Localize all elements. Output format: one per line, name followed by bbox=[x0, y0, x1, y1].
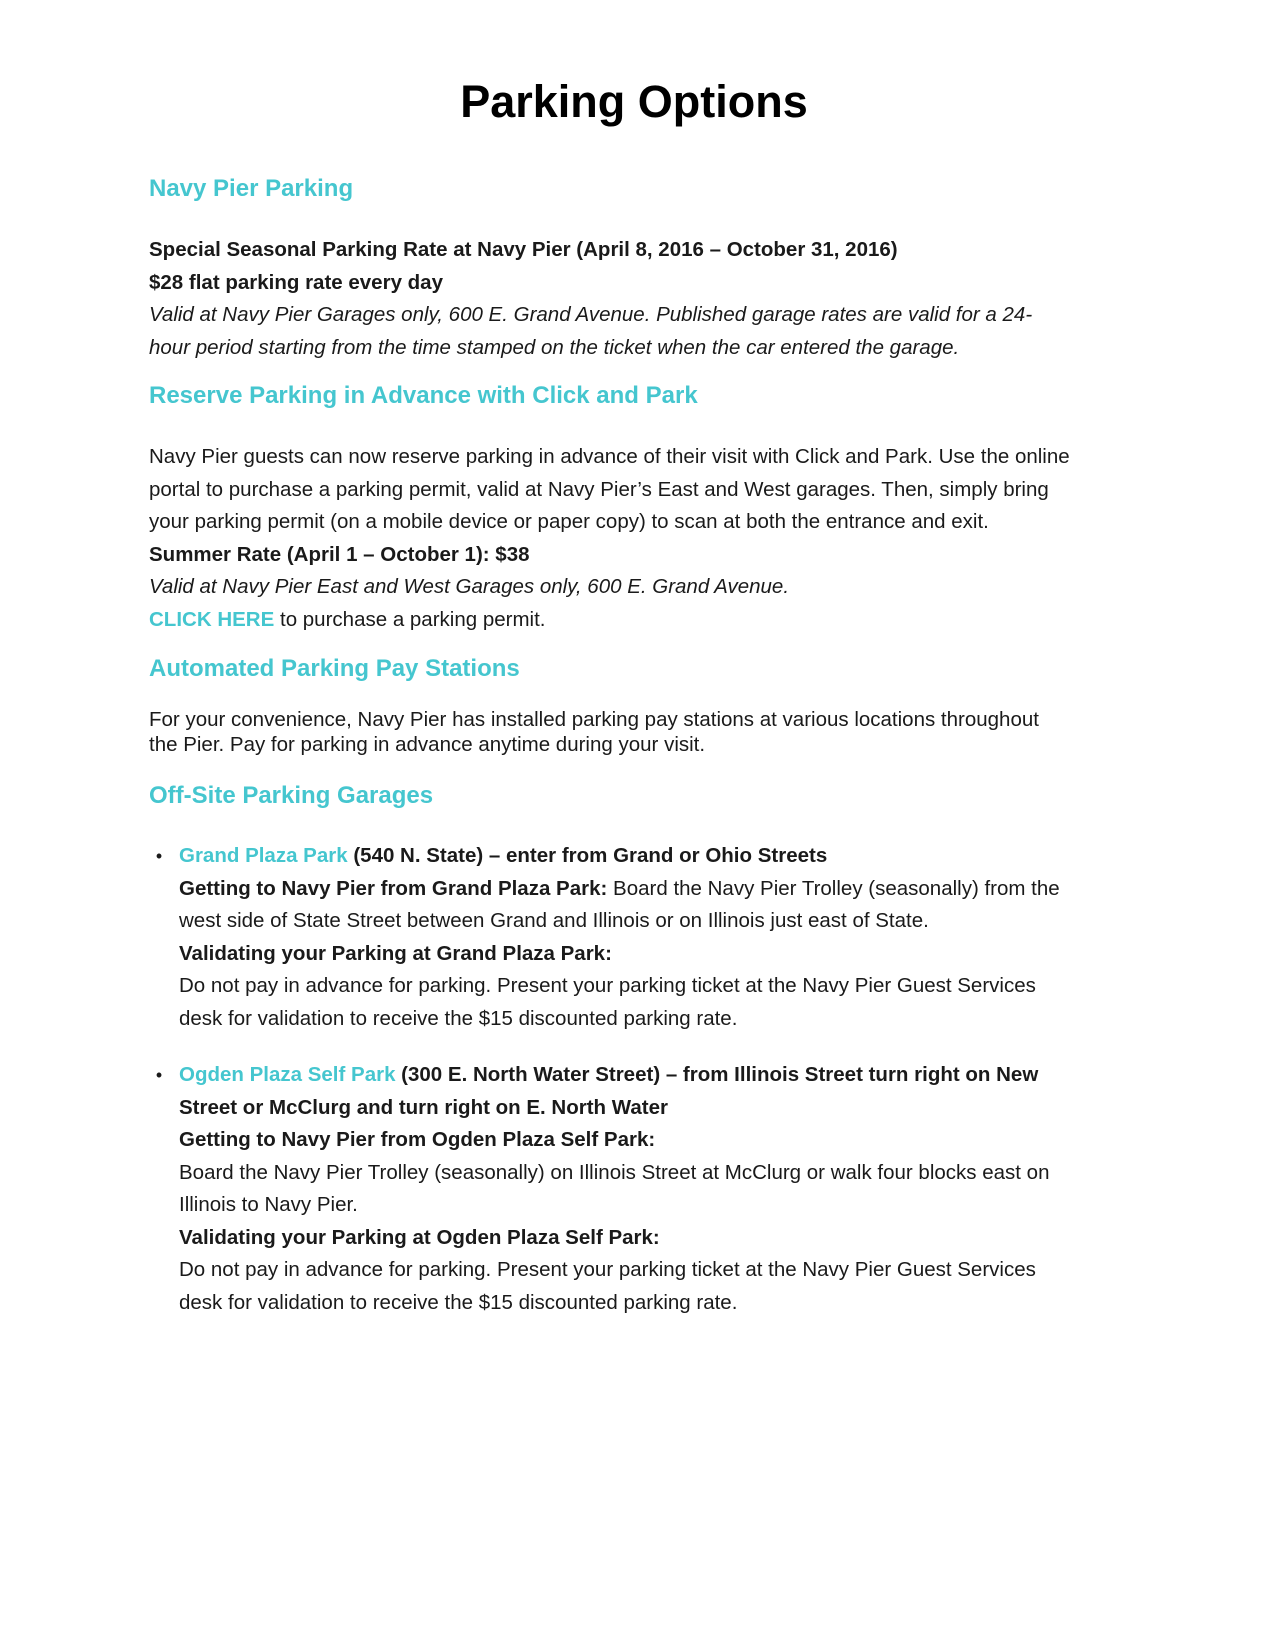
purchase-permit-line bbox=[149, 604, 1139, 637]
automated-pay-stations-heading: Automated Parking Pay Stations bbox=[149, 655, 520, 682]
garage-list-item-grand-plaza bbox=[155, 840, 1139, 1035]
getting-there-label: Getting to Navy Pier from Ogden Plaza Self Park: bbox=[179, 1128, 656, 1151]
getting-there-text: Board the Navy Pier Trolley (seasonally) from the west side of State Street between Grand and Illinois or on Illinois just east of State. bbox=[179, 876, 1060, 932]
automated-pay-stations-body: For your convenience, Navy Pier has installed parking pay stations at various locations throughout the Pier. Pay for parking in advance anytime during your visit. bbox=[149, 708, 1039, 756]
offsite-parking-heading: Off-Site Parking Garages bbox=[149, 782, 434, 809]
garage-list-item-ogden-plaza bbox=[155, 1059, 1139, 1319]
page-title: Parking Options bbox=[460, 76, 808, 127]
ogden-plaza-self-park-link[interactable]: Ogden Plaza Self Park bbox=[179, 1063, 396, 1086]
validating-label: Validating your Parking at Ogden Plaza Self Park: bbox=[179, 1225, 660, 1249]
flat-rate-line: $28 flat parking rate every day bbox=[149, 270, 443, 294]
grand-plaza-park-link[interactable]: Grand Plaza Park bbox=[179, 844, 348, 867]
garage-address: (540 N. State) – enter from Grand or Ohio Streets bbox=[347, 844, 828, 867]
navy-pier-parking-block bbox=[149, 234, 1139, 364]
east-west-garage-note: Valid at Navy Pier East and West Garages only, 600 E. Grand Avenue. bbox=[149, 575, 790, 598]
getting-there-label: Getting to Navy Pier from Grand Plaza Park: bbox=[179, 876, 608, 900]
reserve-parking-heading: Reserve Parking in Advance with Click and Park bbox=[149, 382, 698, 409]
bullet-icon: • bbox=[155, 1065, 163, 1085]
seasonal-rate-title: Special Seasonal Parking Rate at Navy Pier (April 8, 2016 – October 31, 2016) bbox=[149, 238, 898, 261]
reserve-parking-block bbox=[149, 441, 1139, 636]
navy-pier-garage-note: Valid at Navy Pier Garages only, 600 E. Grand Avenue. Published garage rates are valid for a 24-hour period starting from the time stamped on the ticket when the car entered the garage. bbox=[149, 303, 1033, 359]
validating-label: Validating your Parking at Grand Plaza Park: bbox=[179, 941, 612, 965]
getting-there-paragraph bbox=[179, 873, 1079, 938]
click-here-link[interactable]: CLICK HERE bbox=[149, 607, 275, 631]
summer-rate-line: Summer Rate (April 1 – October 1): $38 bbox=[149, 542, 530, 566]
purchase-permit-text: to purchase a parking permit. bbox=[274, 607, 546, 631]
garage-title-line bbox=[179, 840, 1139, 873]
bullet-icon: • bbox=[155, 846, 163, 866]
garage-address: (300 E. North Water Street) – from Illinois Street turn right on New Street or McClurg and turn right on E. North Water bbox=[179, 1063, 1039, 1119]
reserve-parking-body: Navy Pier guests can now reserve parking in advance of their visit with Click and Park. Use the online portal to purchase a parking permit, valid at Navy Pier’s East and West garages. Then, simply bring your parking permit (on a mobile device or paper copy) to scan at both the entrance and exit. bbox=[149, 445, 1070, 533]
validating-text: Do not pay in advance for parking. Present your parking ticket at the Navy Pier Guest Services desk for validation to receive the $15 discounted parking rate. bbox=[179, 974, 1036, 1030]
getting-there-text: Board the Navy Pier Trolley (seasonally) on Illinois Street at McClurg or walk four blocks east on Illinois to Navy Pier. bbox=[179, 1160, 1050, 1216]
validating-text: Do not pay in advance for parking. Present your parking ticket at the Navy Pier Guest Services desk for validation to receive the $15 discounted parking rate. bbox=[179, 1258, 1036, 1314]
garage-title-line bbox=[179, 1059, 1079, 1124]
navy-pier-parking-heading: Navy Pier Parking bbox=[149, 175, 354, 202]
